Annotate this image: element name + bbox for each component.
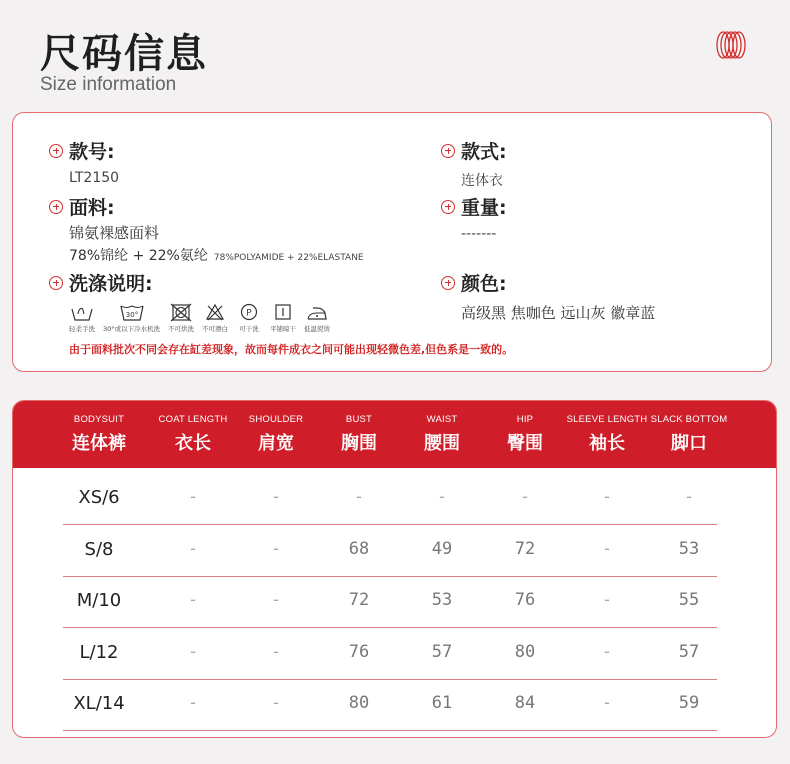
table-row [13, 525, 776, 577]
svg-text:P: P [246, 308, 252, 319]
measurement-cell: - [270, 590, 282, 610]
svg-text:30°: 30° [125, 311, 138, 319]
measurement-cell: 68 [348, 538, 370, 559]
product-info-card [12, 112, 772, 372]
color-difference-note: 由于面料批次不同会存在缸差现象，故而每件成衣之间可能出现轻微色差,但色系是一致的。 [69, 343, 514, 356]
color-label: 颜色: [461, 273, 507, 295]
measurement-cell: - [601, 538, 613, 559]
plus-circle-icon [441, 276, 455, 290]
style-field [441, 137, 507, 190]
measurement-cell: 80 [514, 641, 536, 662]
measurement-cell: 84 [514, 693, 536, 713]
measurement-cell: - [270, 693, 282, 713]
care-text: 可干洗 [239, 325, 259, 333]
page-subtitle: Size information [40, 74, 177, 95]
col-header-shoulder: SHOULDER 肩宽 [248, 414, 304, 454]
measurement-cell: 53 [678, 538, 700, 559]
measurement-cell: - [519, 487, 531, 507]
measurement-cell: 72 [514, 538, 536, 559]
style-no-field [49, 137, 119, 186]
size-table-header [13, 401, 776, 468]
table-row [13, 628, 776, 680]
care-item [69, 302, 95, 333]
care-text: 平铺晾干 [270, 325, 297, 333]
style-label: 款式: [461, 141, 507, 163]
measurement-cell: - [683, 487, 695, 507]
plus-circle-icon [441, 200, 455, 214]
measurement-cell: 57 [431, 641, 453, 662]
care-item [270, 302, 296, 333]
measurement-cell: 59 [678, 693, 700, 713]
plus-circle-icon [49, 144, 63, 158]
fabric-field [49, 193, 364, 265]
care-text: 不可烘洗 [168, 325, 195, 333]
care-text: 不可漂白 [202, 325, 229, 333]
measurement-cell: 80 [348, 693, 370, 713]
size-label-cell: S/8 [84, 538, 114, 560]
plus-circle-icon [441, 144, 455, 158]
color-value: 高级黑 焦咖色 远山灰 徽章蓝 [461, 304, 656, 322]
col-header-waist: WAIST 腰围 [424, 414, 460, 454]
style-no-label: 款号: [69, 141, 115, 163]
col-header-sleeve-length: SLEEVE LENGTH 袖长 [566, 414, 648, 454]
hand-wash-icon [69, 302, 95, 322]
fabric-label: 面料: [69, 197, 115, 219]
care-item [202, 302, 228, 333]
measurement-cell: - [601, 641, 613, 662]
measurement-cell: - [270, 538, 282, 559]
table-row [13, 473, 776, 525]
measurement-cell: 61 [431, 693, 453, 713]
care-text: 轻柔手洗 [69, 325, 95, 333]
measurement-cell: 53 [431, 590, 453, 610]
measurement-cell: - [270, 487, 282, 507]
care-icons [69, 302, 338, 333]
col-header-bodysuit: BODYSUIT 连体裤 [72, 414, 126, 454]
measurement-cell: - [601, 590, 613, 610]
low-iron-icon [304, 302, 330, 322]
measurement-cell: - [187, 538, 199, 559]
table-row [13, 576, 776, 628]
fabric-value: 锦氨裸感面料 [69, 224, 160, 242]
col-header-hip: HIP 臀围 [507, 414, 543, 454]
wash-label: 洗涤说明: [69, 273, 153, 295]
measurement-cell: - [601, 487, 613, 507]
measurement-cell: - [187, 487, 199, 507]
measurement-cell: - [187, 693, 199, 713]
care-item [236, 302, 262, 333]
care-item [304, 302, 330, 333]
wash-field [49, 269, 338, 333]
rings-decoration-icon [714, 30, 748, 60]
measurement-cell: - [270, 641, 282, 662]
fabric-composition-en: 78%POLYAMIDE + 22%ELASTANE [213, 253, 364, 263]
care-text: 低温熨烫 [304, 325, 331, 333]
size-label-cell: XL/14 [73, 693, 125, 714]
measurement-cell: 57 [678, 641, 700, 662]
measurement-cell: - [436, 487, 448, 507]
plus-circle-icon [49, 200, 63, 214]
care-text: 30°或以下冷水机洗 [103, 325, 161, 333]
size-label-cell: XS/6 [78, 487, 120, 508]
measurement-cell: 49 [431, 538, 453, 559]
color-field [441, 269, 655, 323]
weight-label: 重量: [461, 197, 507, 219]
no-tumble-dry-icon [168, 302, 194, 322]
col-header-bust: BUST 胸围 [341, 414, 377, 454]
fabric-composition: 78%锦纶 + 22%氨纶 [69, 248, 208, 264]
measurement-cell: 76 [514, 590, 536, 610]
measurement-cell: 55 [678, 590, 700, 610]
col-header-coat-length: COAT LENGTH 衣长 [158, 414, 228, 454]
size-table [12, 400, 777, 738]
dry-clean-p-icon [236, 302, 262, 322]
no-bleach-icon [202, 302, 228, 322]
machine-wash-30-icon [119, 302, 145, 322]
measurement-cell: - [353, 487, 365, 507]
col-header-slack-bottom: SLACK BOTTOM 脚口 [650, 414, 728, 454]
measurement-cell: - [187, 590, 199, 610]
style-no-value: LT2150 [69, 170, 120, 186]
measurement-cell: 76 [348, 641, 370, 662]
page-title: 尺码信息 [40, 31, 208, 77]
style-value: 连体衣 [461, 173, 503, 189]
measurement-cell: - [187, 641, 199, 662]
weight-field [441, 193, 507, 242]
measurement-cell: - [601, 693, 613, 713]
size-label-cell: M/10 [76, 590, 122, 611]
care-item [168, 302, 194, 333]
table-row [13, 679, 776, 731]
flat-dry-icon [270, 302, 296, 322]
size-label-cell: L/12 [79, 641, 119, 663]
care-item [103, 302, 160, 333]
row-divider [63, 730, 717, 731]
weight-value: ------- [461, 226, 497, 242]
plus-circle-icon [49, 276, 63, 290]
measurement-cell: 72 [348, 590, 370, 610]
